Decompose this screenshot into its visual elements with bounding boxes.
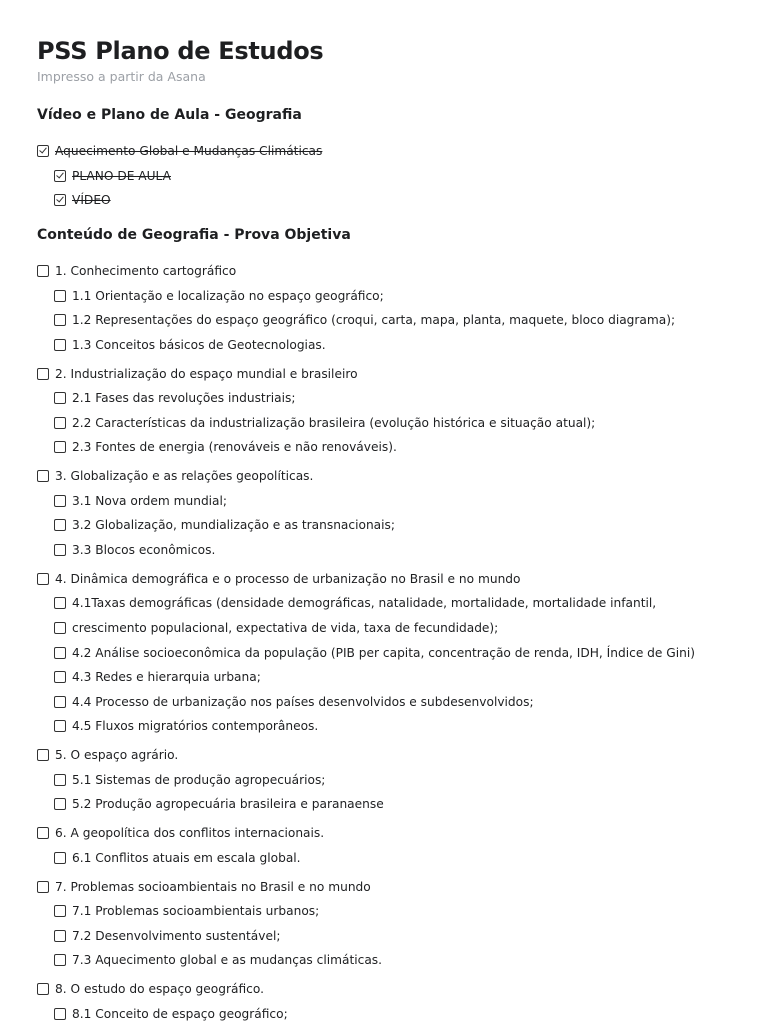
task-label: 6. A geopolítica dos conflitos internacionais. (55, 826, 325, 841)
subtask-item (54, 516, 395, 534)
section-title: Conteúdo de Geografia - Prova Objetiva (37, 227, 351, 243)
checkbox-icon[interactable] (37, 749, 49, 761)
checkbox-icon[interactable] (54, 441, 66, 453)
task-label: 4.4 Processo de urbanização nos países desenvolvidos e subdesenvolvidos; (72, 694, 534, 709)
task-label: 2.2 Características da industrialização brasileira (evolução histórica e situação atual); (72, 415, 596, 430)
checkbox-icon[interactable] (37, 881, 49, 893)
checkbox-icon[interactable] (37, 470, 49, 482)
task-label: 1.3 Conceitos básicos de Geotecnologias. (72, 337, 326, 352)
checkbox-icon[interactable] (54, 696, 66, 708)
task-label: 2.1 Fases das revoluções industriais; (72, 391, 296, 406)
task-label: 4.5 Fluxos migratórios contemporâneos. (72, 719, 319, 734)
subtask-item (54, 167, 171, 185)
checkbox-icon[interactable] (54, 597, 66, 609)
task-label: 7. Problemas socioambientais no Brasil e no mundo (55, 879, 371, 894)
task-label: 8.1 Conceito de espaço geográfico; (72, 1006, 288, 1021)
task-item (37, 142, 322, 160)
subtask-item (54, 951, 382, 969)
checked-checkbox-icon[interactable] (54, 194, 66, 206)
task-label: PLANO DE AULA (72, 168, 171, 183)
task-label: 4.1Taxas demográficas (densidade demográficas, natalidade, mortalidade, mortalidade infantil, (72, 596, 657, 611)
subtask-item (54, 1005, 288, 1023)
subtask-item (54, 438, 397, 456)
subtask-item (54, 619, 498, 637)
checkbox-icon[interactable] (54, 1008, 66, 1020)
task-label: 1.2 Representações do espaço geográfico (croqui, carta, mapa, planta, maquete, bloco diagrama); (72, 313, 676, 328)
task-label: 5.1 Sistemas de produção agropecuários; (72, 772, 326, 787)
task-label: VÍDEO (72, 193, 111, 208)
checkbox-icon[interactable] (54, 339, 66, 351)
subtask-item (54, 902, 319, 920)
subtask-item (54, 693, 534, 711)
task-label: 3.2 Globalização, mundialização e as transnacionais; (72, 518, 395, 533)
checkbox-icon[interactable] (54, 544, 66, 556)
checkbox-icon[interactable] (54, 774, 66, 786)
checkbox-icon[interactable] (37, 983, 49, 995)
task-label: 3. Globalização e as relações geopolíticas. (55, 469, 314, 484)
task-label: Aquecimento Global e Mudanças Climáticas (55, 144, 323, 158)
checkbox-icon[interactable] (54, 905, 66, 917)
subtask-item (54, 717, 318, 735)
checkbox-icon[interactable] (37, 368, 49, 380)
subtask-item (54, 644, 695, 662)
task-label: 1.1 Orientação e localização no espaço geográfico; (72, 288, 384, 303)
checkbox-icon[interactable] (54, 852, 66, 864)
checkbox-icon[interactable] (54, 622, 66, 634)
task-label: 7.3 Aquecimento global e as mudanças climáticas. (72, 953, 383, 968)
subtask-item (54, 849, 301, 867)
task-label: 4.3 Redes e hierarquia urbana; (72, 670, 261, 685)
task-label: 3.3 Blocos econômicos. (72, 543, 216, 557)
subtask-item (54, 594, 656, 612)
task-label: 8. O estudo do espaço geográfico. (55, 982, 264, 997)
task-item (37, 746, 178, 764)
checkbox-icon[interactable] (54, 954, 66, 966)
checkbox-icon[interactable] (54, 314, 66, 326)
task-item (37, 980, 264, 998)
subtask-item (54, 492, 227, 510)
subtask-item (54, 414, 595, 432)
task-label: 6.1 Conflitos atuais em escala global. (72, 850, 301, 865)
subtask-item (54, 311, 675, 329)
checkbox-icon[interactable] (54, 495, 66, 507)
subtask-item (54, 191, 111, 209)
checkbox-icon[interactable] (54, 392, 66, 404)
task-label: 2.3 Fontes de energia (renováveis e não renováveis). (72, 440, 397, 455)
task-item (37, 262, 236, 280)
task-label: 7.2 Desenvolvimento sustentável; (72, 928, 281, 943)
subtask-item (54, 668, 261, 686)
task-label: 7.1 Problemas socioambientais urbanos; (72, 904, 320, 919)
subtask-item (54, 336, 326, 354)
checkbox-icon[interactable] (54, 647, 66, 659)
task-label: 3.1 Nova ordem mundial; (72, 493, 228, 508)
task-item (37, 467, 313, 485)
section-title: Vídeo e Plano de Aula - Geografia (37, 107, 302, 123)
page-subtitle: Impresso a partir da Asana (37, 69, 206, 84)
subtask-item (54, 541, 215, 559)
task-label: 4. Dinâmica demográfica e o processo de urbanização no Brasil e no mundo (55, 571, 521, 586)
checkbox-icon[interactable] (54, 671, 66, 683)
subtask-item (54, 927, 280, 945)
task-label: 2. Industrialização do espaço mundial e brasileiro (55, 366, 358, 381)
checkbox-icon[interactable] (54, 417, 66, 429)
task-item (37, 878, 371, 896)
task-label: 5. O espaço agrário. (55, 748, 179, 763)
checkbox-icon[interactable] (37, 573, 49, 585)
checkbox-icon[interactable] (37, 827, 49, 839)
subtask-item (54, 389, 295, 407)
task-item (37, 824, 324, 842)
subtask-item (54, 771, 325, 789)
checked-checkbox-icon[interactable] (37, 145, 49, 157)
checkbox-icon[interactable] (54, 519, 66, 531)
task-item (37, 365, 358, 383)
task-label: 5.2 Produção agropecuária brasileira e paranaense (72, 797, 384, 812)
task-label: 4.2 Análise socioeconômica da população (PIB per capita, concentração de renda, IDH, Índice de Gini) (72, 645, 695, 660)
checkbox-icon[interactable] (37, 265, 49, 277)
checkbox-icon[interactable] (54, 290, 66, 302)
checked-checkbox-icon[interactable] (54, 170, 66, 182)
subtask-item (54, 287, 384, 305)
checkbox-icon[interactable] (54, 930, 66, 942)
page-title: PSS Plano de Estudos (37, 37, 324, 65)
task-item (37, 570, 521, 588)
task-label: 1. Conhecimento cartográfico (55, 264, 237, 278)
checkbox-icon[interactable] (54, 720, 66, 732)
task-label: crescimento populacional, expectativa de vida, taxa de fecundidade); (72, 621, 499, 635)
subtask-item (54, 795, 384, 813)
checkbox-icon[interactable] (54, 798, 66, 810)
